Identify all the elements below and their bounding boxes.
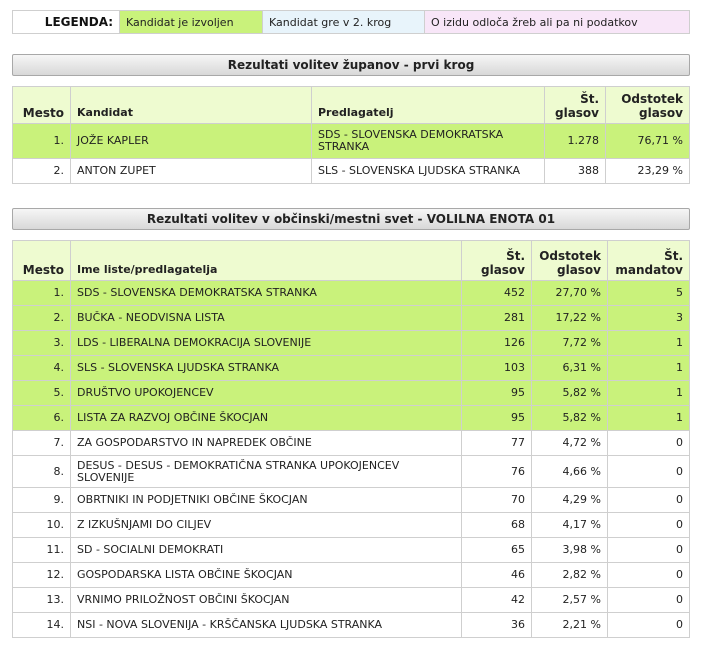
row-seats: 0 (608, 613, 690, 638)
row-percent: 4,66 % (532, 456, 608, 488)
col-header-seats: Št. mandatov (608, 241, 690, 281)
table-row (13, 563, 690, 588)
col-header-proposer: Predlagatelj (312, 87, 545, 124)
legend-second-round: Kandidat gre v 2. krog (263, 11, 425, 34)
row-votes: 95 (462, 381, 532, 406)
row-seats: 0 (608, 488, 690, 513)
row-candidate: ANTON ZUPET (71, 159, 312, 184)
row-votes: 42 (462, 588, 532, 613)
row-percent: 2,82 % (532, 563, 608, 588)
row-percent: 4,17 % (532, 513, 608, 538)
row-seats: 0 (608, 456, 690, 488)
row-place: 13. (13, 588, 71, 613)
row-list: VRNIMO PRILOŽNOST OBČINI ŠKOCJAN (71, 588, 462, 613)
col-header-candidate: Kandidat (71, 87, 312, 124)
row-list: OBRTNIKI IN PODJETNIKI OBČINE ŠKOCJAN (71, 488, 462, 513)
row-proposer: SDS - SLOVENSKA DEMOKRATSKA STRANKA (312, 124, 545, 159)
row-list: Z IZKUŠNJAMI DO CILJEV (71, 513, 462, 538)
legend-elected: Kandidat je izvoljen (120, 11, 263, 34)
row-seats: 1 (608, 331, 690, 356)
row-place: 3. (13, 331, 71, 356)
table-row (13, 331, 690, 356)
row-proposer: SLS - SLOVENSKA LJUDSKA STRANKA (312, 159, 545, 184)
legend (12, 10, 690, 34)
row-votes: 281 (462, 306, 532, 331)
row-list: ZA GOSPODARSTVO IN NAPREDEK OBČINE (71, 431, 462, 456)
row-percent: 6,31 % (532, 356, 608, 381)
row-candidate: JOŽE KAPLER (71, 124, 312, 159)
mayor-results (12, 86, 690, 184)
row-seats: 0 (608, 563, 690, 588)
row-seats: 1 (608, 356, 690, 381)
row-percent: 2,21 % (532, 613, 608, 638)
row-seats: 0 (608, 431, 690, 456)
row-place: 8. (13, 456, 71, 488)
legend-table (12, 10, 690, 34)
row-place: 11. (13, 538, 71, 563)
mayor-results-table (12, 86, 690, 184)
row-place: 12. (13, 563, 71, 588)
row-percent: 17,22 % (532, 306, 608, 331)
row-place: 5. (13, 381, 71, 406)
row-list: LDS - LIBERALNA DEMOKRACIJA SLOVENIJE (71, 331, 462, 356)
row-list: LISTA ZA RAZVOJ OBČINE ŠKOCJAN (71, 406, 462, 431)
col-header-list: Ime liste/predlagatelja (71, 241, 462, 281)
row-votes: 388 (545, 159, 606, 184)
table-row (13, 406, 690, 431)
legend-label: LEGENDA: (13, 11, 120, 34)
table-row (13, 513, 690, 538)
col-header-place: Mesto (13, 241, 71, 281)
table-row (13, 306, 690, 331)
row-list: SDS - SLOVENSKA DEMOKRATSKA STRANKA (71, 281, 462, 306)
row-place: 10. (13, 513, 71, 538)
row-list: GOSPODARSKA LISTA OBČINE ŠKOCJAN (71, 563, 462, 588)
legend-lottery: O izidu odloča žreb ali pa ni podatkov (425, 11, 690, 34)
row-place: 9. (13, 488, 71, 513)
row-place: 4. (13, 356, 71, 381)
row-place: 2. (13, 159, 71, 184)
row-votes: 95 (462, 406, 532, 431)
row-votes: 126 (462, 331, 532, 356)
row-seats: 0 (608, 588, 690, 613)
row-list: BUČKA - NEODVISNA LISTA (71, 306, 462, 331)
row-percent: 23,29 % (606, 159, 690, 184)
row-percent: 7,72 % (532, 331, 608, 356)
table-row (13, 613, 690, 638)
row-percent: 3,98 % (532, 538, 608, 563)
table-row (13, 124, 690, 159)
table-row (13, 356, 690, 381)
col-header-votes: Št. glasov (462, 241, 532, 281)
table-row (13, 281, 690, 306)
row-votes: 70 (462, 488, 532, 513)
row-seats: 0 (608, 538, 690, 563)
row-place: 7. (13, 431, 71, 456)
row-votes: 46 (462, 563, 532, 588)
row-seats: 1 (608, 406, 690, 431)
col-header-percent: Odstotek glasov (532, 241, 608, 281)
row-place: 1. (13, 281, 71, 306)
row-votes: 1.278 (545, 124, 606, 159)
col-header-place: Mesto (13, 87, 71, 124)
row-list: SD - SOCIALNI DEMOKRATI (71, 538, 462, 563)
table-row (13, 159, 690, 184)
council-section-title: Rezultati volitev v občinski/mestni svet - VOLILNA ENOTA 01 (12, 208, 690, 230)
table-row (13, 538, 690, 563)
row-place: 6. (13, 406, 71, 431)
table-row (13, 431, 690, 456)
row-seats: 5 (608, 281, 690, 306)
row-percent: 2,57 % (532, 588, 608, 613)
row-votes: 103 (462, 356, 532, 381)
row-votes: 77 (462, 431, 532, 456)
council-rows (13, 281, 690, 638)
table-row (13, 456, 690, 488)
row-seats: 3 (608, 306, 690, 331)
mayor-rows (13, 124, 690, 184)
col-header-votes: Št. glasov (545, 87, 606, 124)
row-percent: 5,82 % (532, 406, 608, 431)
table-row (13, 381, 690, 406)
row-percent: 4,72 % (532, 431, 608, 456)
row-votes: 68 (462, 513, 532, 538)
row-list: DRUŠTVO UPOKOJENCEV (71, 381, 462, 406)
row-votes: 36 (462, 613, 532, 638)
row-place: 1. (13, 124, 71, 159)
council-results-table (12, 240, 690, 638)
row-list: SLS - SLOVENSKA LJUDSKA STRANKA (71, 356, 462, 381)
row-place: 2. (13, 306, 71, 331)
row-place: 14. (13, 613, 71, 638)
row-percent: 4,29 % (532, 488, 608, 513)
council-results (12, 240, 690, 638)
row-votes: 76 (462, 456, 532, 488)
row-list: DESUS - DESUS - DEMOKRATIČNA STRANKA UPOKOJENCEV SLOVENIJE (71, 456, 462, 488)
row-percent: 27,70 % (532, 281, 608, 306)
table-row (13, 488, 690, 513)
row-seats: 1 (608, 381, 690, 406)
mayor-section-title: Rezultati volitev županov - prvi krog (12, 54, 690, 76)
col-header-percent: Odstotek glasov (606, 87, 690, 124)
row-votes: 65 (462, 538, 532, 563)
row-seats: 0 (608, 513, 690, 538)
row-votes: 452 (462, 281, 532, 306)
row-percent: 76,71 % (606, 124, 690, 159)
row-list: NSI - NOVA SLOVENIJA - KRŠČANSKA LJUDSKA STRANKA (71, 613, 462, 638)
row-percent: 5,82 % (532, 381, 608, 406)
table-row (13, 588, 690, 613)
